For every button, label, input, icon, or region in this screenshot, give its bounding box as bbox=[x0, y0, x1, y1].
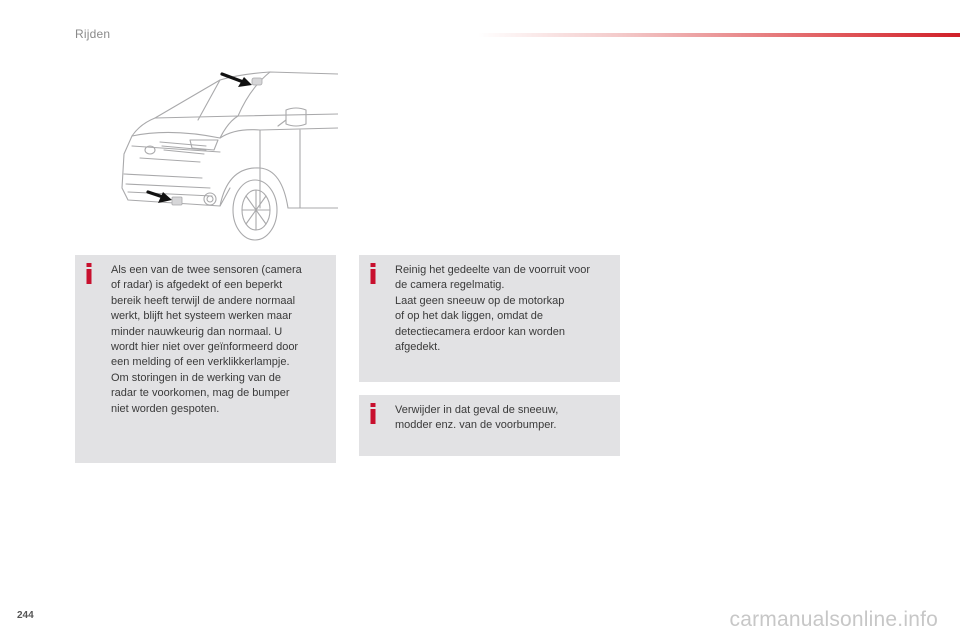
info-note-bumper bbox=[359, 395, 620, 456]
section-title: Rijden bbox=[75, 27, 111, 41]
note-text: Reinig het gedeelte van de voorruit voor de camera regelmatig. Laat geen sneeuw op de motorkap of op het dak liggen, omdat de detectiecamera erdoor kan worden afgedekt. bbox=[395, 264, 591, 354]
info-note-windscreen bbox=[359, 255, 620, 382]
info-note-sensors bbox=[75, 255, 336, 463]
info-icon bbox=[369, 403, 377, 424]
info-icon bbox=[369, 263, 377, 284]
van-sensor-illustration bbox=[110, 58, 338, 244]
info-icon bbox=[85, 263, 93, 284]
note-text: Als een van de twee sensoren (camera of radar) is afgedekt of een beperkt bereik heeft terwijl de andere normaal werkt, blijft het systeem werken maar minder nauwkeurig dan normaal. U wordt hier niet over geïnformeerd door een melding of een verklikkerlampje. Om storingen in de werking van de radar te voorkomen, mag de bumper niet worden gespoten. bbox=[111, 264, 302, 415]
header-accent-rule bbox=[478, 33, 960, 37]
page-number: 244 bbox=[17, 610, 34, 621]
note-text: Verwijder in dat geval de sneeuw, modder enz. van de voorbumper. bbox=[395, 404, 559, 432]
watermark: carmanualsonline.info bbox=[729, 608, 938, 631]
